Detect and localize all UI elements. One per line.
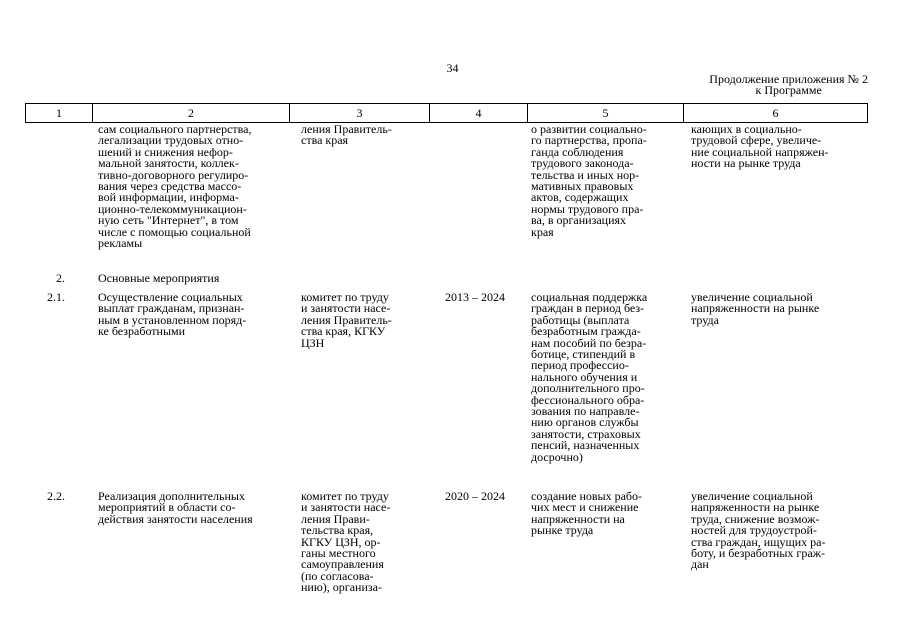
column-header-row xyxy=(25,103,868,123)
header-note-line2: к Программе xyxy=(755,83,822,97)
period-cell: 2013 – 2024 xyxy=(445,290,505,304)
activity-cell: Реализация дополнительных мероприятий в области со- действия занятости населения xyxy=(98,489,253,526)
header-note-line1: Продолжение приложения № 2 xyxy=(709,72,868,86)
column-header-3: 3 xyxy=(289,104,429,122)
column-header-6: 6 xyxy=(683,104,868,122)
column-header-4: 4 xyxy=(429,104,527,122)
effect-cell: увеличение социальной напряженности на рынке труда xyxy=(691,290,820,327)
result-cell: о развитии социально- го партнерства, пропа- ганда соблюдения трудового законода- тельства и иных нор- мативных правовых актов, содержащих нормы трудового пра- ва, в организациях края xyxy=(531,122,647,239)
row-number-cell: 2.2. xyxy=(47,489,65,503)
column-header-2: 2 xyxy=(92,104,289,122)
column-header-5: 5 xyxy=(527,104,683,122)
executor-cell: комитет по труду и занятости насе- ления Прави- тельства края, КГКУ ЦЗН, ор- ганы местного самоуправления (по согласова- нию), организа- xyxy=(301,489,391,595)
header-note xyxy=(709,74,868,96)
executor-cell: комитет по труду и занятости насе- ления Правитель- ства края, КГКУ ЦЗН xyxy=(301,290,392,350)
row-number-cell: 2. xyxy=(56,271,65,285)
effect-cell: кающих в социально- трудовой сфере, увеличе- ние социальной напряжен- ности на рынке труда xyxy=(691,122,829,171)
section-title-cell: Основные мероприятия xyxy=(98,271,220,285)
effect-cell: увеличение социальной напряженности на рынке труда, снижение возмож- ностей для трудоустрой- ства граждан, ищущих ра- боту, и безработных граж- дан xyxy=(691,489,826,572)
activity-cell: сам социального партнерства, легализации трудовых отно- шений и снижения нефор- мальной занятости, коллек- тивно-договорного регулиро- вания через средства массо- вой информации, информа- ционно-телекоммуникацион- ную сеть "Интернет", в том числе с помощью социальной рекламы xyxy=(98,122,252,251)
result-cell: социальная поддержка граждан в период без- работицы (выплата безработным гражда- нам пособий по безра- ботице, стипендий в период профессио- нального обучения и дополнительного про- фессионального обра- зования по направле- нию органов службы занятости, страховых пенсий, назначенных досрочно) xyxy=(531,290,648,464)
period-cell: 2020 – 2024 xyxy=(445,489,505,503)
result-cell: создание новых рабо- чих мест и снижение напряженности на рынке труда xyxy=(531,489,643,538)
executor-cell: ления Правитель- ства края xyxy=(301,122,392,148)
row-number-cell: 2.1. xyxy=(47,290,65,304)
column-header-1: 1 xyxy=(25,104,92,122)
page-number: 34 xyxy=(446,61,459,75)
activity-cell: Осуществление социальных выплат гражданам, признан- ным в установленном поряд- ке безработными xyxy=(98,290,247,339)
